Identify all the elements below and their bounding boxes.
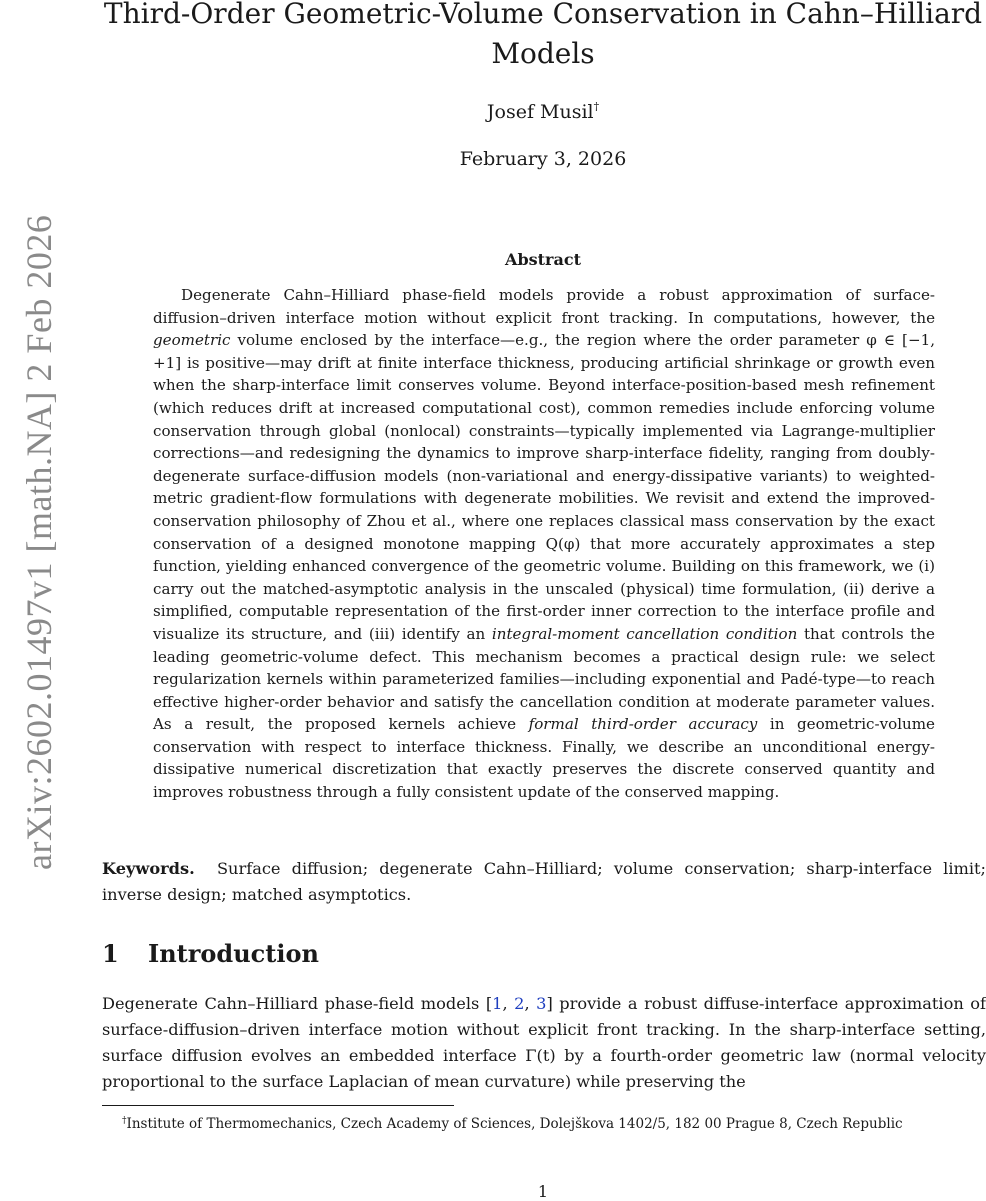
abstract-segment: that controls the leading geometric-volume defect. This mechanism becomes a practical design rule: we select regularization kernels within parameterized families—including exponential and Padé-type—to reach effective higher-order behavior and satisfy the cancellation condition at moderate parameter values. As a result, the proposed kernels achieve	[153, 624, 935, 734]
section-heading-introduction	[102, 939, 319, 968]
keywords-text: Surface diffusion; degenerate Cahn–Hilliard; volume conservation; sharp-interface limit; inverse design; matched asymptotics.	[102, 859, 986, 904]
abstract-emphasis: integral-moment cancellation condition	[491, 624, 798, 643]
abstract-text	[153, 284, 935, 804]
intro-segment: ] provide a robust diffuse-interface approximation of surface-diffusion–driven interface motion without explicit front tracking. In the sharp-interface setting, surface diffusion evolves an embedded interface Γ(t) by a fourth-order geometric law (normal velocity proportional to the surface Laplacian of mean curvature) while preserving the	[102, 994, 986, 1091]
paper-title: Third-Order Geometric-Volume Conservation in Cahn–Hilliard Models	[103, 0, 983, 70]
abstract-emphasis: geometric	[153, 331, 231, 350]
footnote-divider	[102, 1105, 454, 1106]
abstract-segment: Degenerate Cahn–Hilliard phase-field models provide a robust approximation of surface-diffusion–driven interface motion without explicit front tracking. In computations, however, the	[153, 286, 935, 327]
keywords-label: Keywords.	[102, 859, 195, 878]
author-name: Josef Musil	[486, 101, 594, 123]
citation-link-2[interactable]: 2	[514, 994, 525, 1013]
page-number: 1	[537, 1182, 549, 1201]
abstract-heading: Abstract	[505, 250, 581, 269]
keywords-paragraph	[102, 856, 986, 908]
footnote-text: Institute of Thermomechanics, Czech Academy of Sciences, Dolejškova 1402/5, 182 00 Prague 8, Czech Republic	[126, 1116, 903, 1132]
affiliation-footnote	[122, 1111, 986, 1134]
section-title: Introduction	[148, 939, 319, 968]
section-number: 1	[102, 939, 119, 968]
citation-link-1[interactable]: 1	[492, 994, 503, 1013]
arxiv-identifier-stamp: arXiv:2602.01497v1 [math.NA] 2 Feb 2026	[19, 214, 59, 870]
abstract-segment: in geometric-volume conservation with respect to interface thickness. Finally, we describe an unconditional energy-dissipative numerical discretization that exactly preserves the discrete conserved quantity and improves robustness through a fully consistent update of the conserved mapping.	[153, 715, 935, 802]
citation-separator: ,	[524, 994, 537, 1013]
author-line	[100, 100, 986, 123]
introduction-paragraph	[102, 991, 986, 1095]
citation-link-3[interactable]: 3	[536, 994, 547, 1013]
citation-separator: ,	[502, 994, 515, 1013]
intro-segment: Degenerate Cahn–Hilliard phase-field models [	[102, 994, 493, 1013]
abstract-segment: volume enclosed by the interface—e.g., the region where the order parameter φ ∈ [−1, +1] is positive—may drift at finite interface thickness, producing artificial shrinkage or growth even when the sharp-interface limit conserves volume. Beyond interface-position-based mesh refinement (which reduces drift at increased computational cost), common remedies include enforcing volume conservation through global (nonlocal) constraints—typically implemented via Lagrange-multiplier corrections—and redesigning the dynamics to improve sharp-interface fidelity, ranging from doubly-degenerate surface-diffusion models (non-variational and energy-dissipative variants) to weighted-metric gradient-flow formulations with degenerate mobilities. We revisit and extend the improved-conservation philosophy of Zhou et al., where one replaces classical mass conservation by the exact conservation of a designed monotone mapping Q(φ) that more accurately approximates a step function, yielding enhanced convergence of the geometric volume. Building on this framework, we (i) carry out the matched-asymptotic analysis in the unscaled (physical) time formulation, (ii) derive a simplified, computable representation of the first-order inner correction to the interface profile and visualize its structure, and (iii) identify an	[153, 331, 935, 643]
author-footnote-marker: †	[593, 100, 600, 113]
abstract-emphasis: formal third-order accuracy	[528, 715, 758, 734]
footnote-marker: †	[122, 1116, 127, 1126]
paper-date: February 3, 2026	[459, 148, 627, 170]
